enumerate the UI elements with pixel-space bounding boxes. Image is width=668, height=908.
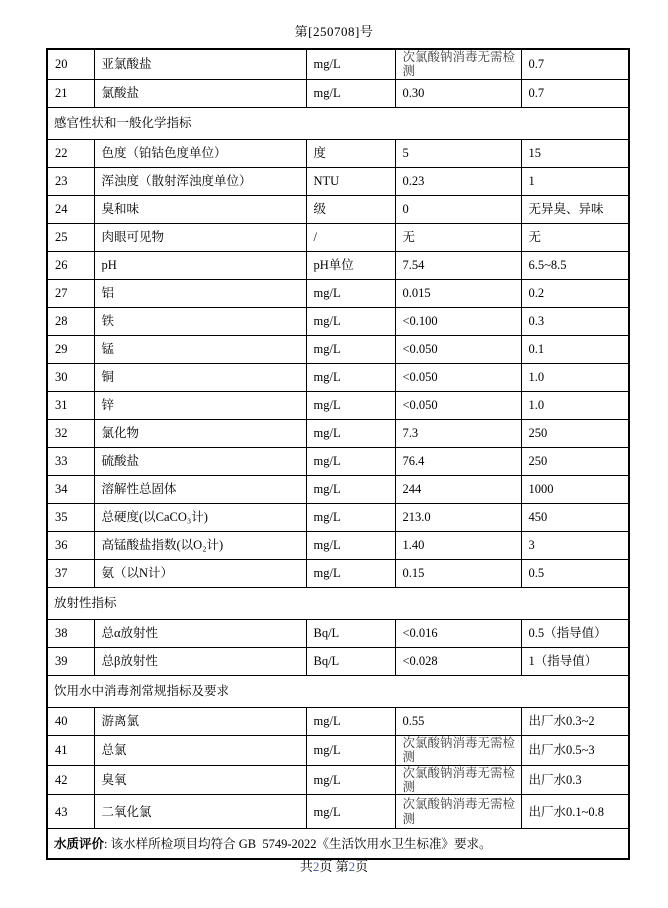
unit-cell: mg/L [306, 475, 395, 503]
table-row [47, 475, 629, 503]
unit-cell: mg/L [306, 531, 395, 559]
limit-value-cell: 15 [521, 139, 629, 167]
unit-cell: mg/L [306, 335, 395, 363]
limit-value-cell: 无异臭、异味 [521, 195, 629, 223]
table-row [47, 795, 629, 829]
evaluation-text: : 该水样所检项目均符合 GB 5749-2022《生活饮用水卫生标准》要求。 [104, 836, 492, 851]
indicator-name-cell: 臭和味 [94, 195, 306, 223]
evaluation-cell [47, 829, 629, 860]
unit-cell: 级 [306, 195, 395, 223]
table-row [47, 735, 629, 765]
measured-value-cell: 次氯酸钠消毒无需检测 [395, 795, 521, 829]
indicator-name-cell: 铁 [94, 307, 306, 335]
measured-value-cell: 0.015 [395, 279, 521, 307]
measured-value-cell: 0 [395, 195, 521, 223]
unit-cell: Bq/L [306, 619, 395, 647]
indicator-name-cell: 亚氯酸盐 [94, 49, 306, 79]
row-number-cell: 21 [47, 79, 94, 107]
limit-value-cell: 450 [521, 503, 629, 531]
row-number-cell: 36 [47, 531, 94, 559]
row-number-cell: 23 [47, 167, 94, 195]
limit-value-cell: 0.2 [521, 279, 629, 307]
limit-value-cell: 1.0 [521, 363, 629, 391]
limit-value-cell: 1000 [521, 475, 629, 503]
row-number-cell: 30 [47, 363, 94, 391]
limit-value-cell: 0.3 [521, 307, 629, 335]
unit-cell: NTU [306, 167, 395, 195]
pagination [0, 856, 668, 875]
evaluation-label: 水质评价 [54, 836, 105, 851]
row-number-cell: 26 [47, 251, 94, 279]
indicator-name-cell: 铝 [94, 279, 306, 307]
limit-value-cell: 6.5~8.5 [521, 251, 629, 279]
limit-value-cell: 0.7 [521, 49, 629, 79]
unit-cell: mg/L [306, 707, 395, 735]
row-number-cell: 37 [47, 559, 94, 587]
table-row [47, 647, 629, 675]
row-number-cell: 39 [47, 647, 94, 675]
report-number: 第[250708]号 [294, 24, 374, 39]
indicator-name-cell: 总β放射性 [94, 647, 306, 675]
limit-value-cell: 1（指导值） [521, 647, 629, 675]
table-row [47, 79, 629, 107]
limit-value-cell: 出厂水0.3~2 [521, 707, 629, 735]
limit-value-cell: 0.7 [521, 79, 629, 107]
indicator-name-cell: 硫酸盐 [94, 447, 306, 475]
table-row [47, 531, 629, 559]
table-row [47, 307, 629, 335]
indicator-name-cell: 肉眼可见物 [94, 223, 306, 251]
limit-value-cell: 0.5（指导值） [521, 619, 629, 647]
measured-value-cell: 次氯酸钠消毒无需检测 [395, 49, 521, 79]
indicator-name-cell: 浑浊度（散射浑浊度单位） [94, 167, 306, 195]
limit-value-cell: 250 [521, 419, 629, 447]
limit-value-cell: 3 [521, 531, 629, 559]
measured-value-cell: 5 [395, 139, 521, 167]
total-pages-number: 2 [312, 859, 320, 874]
unit-cell: / [306, 223, 395, 251]
row-number-cell: 33 [47, 447, 94, 475]
unit-cell: mg/L [306, 447, 395, 475]
section-header: 放射性指标 [47, 587, 629, 619]
limit-value-cell: 250 [521, 447, 629, 475]
indicator-name-cell: 二氧化氯 [94, 795, 306, 829]
section-header-row [47, 107, 629, 139]
limit-value-cell: 出厂水0.3 [521, 765, 629, 795]
measured-value-cell: 0.55 [395, 707, 521, 735]
limit-value-cell: 0.1 [521, 335, 629, 363]
measured-value-cell: <0.100 [395, 307, 521, 335]
measured-value-cell: <0.016 [395, 619, 521, 647]
table-row [47, 251, 629, 279]
row-number-cell: 43 [47, 795, 94, 829]
measured-value-cell: 次氯酸钠消毒无需检测 [395, 735, 521, 765]
table-row [47, 279, 629, 307]
indicator-name-cell: 臭氧 [94, 765, 306, 795]
indicator-name-cell: 总α放射性 [94, 619, 306, 647]
measured-value-cell: 0.15 [395, 559, 521, 587]
measured-value-cell: <0.028 [395, 647, 521, 675]
unit-cell: mg/L [306, 79, 395, 107]
section-header: 饮用水中消毒剂常规指标及要求 [47, 675, 629, 707]
row-number-cell: 28 [47, 307, 94, 335]
measured-value-cell: 7.3 [395, 419, 521, 447]
indicator-name-cell: 锌 [94, 391, 306, 419]
evaluation-row [47, 829, 629, 860]
measured-value-cell: 0.23 [395, 167, 521, 195]
table-row [47, 391, 629, 419]
current-page-number: 2 [348, 859, 356, 874]
indicator-name-cell: pH [94, 251, 306, 279]
table-row [47, 223, 629, 251]
indicator-name-cell: 锰 [94, 335, 306, 363]
indicator-name-cell: 氯酸盐 [94, 79, 306, 107]
measured-value-cell: <0.050 [395, 391, 521, 419]
row-number-cell: 38 [47, 619, 94, 647]
table-row [47, 167, 629, 195]
indicator-name-cell: 游离氯 [94, 707, 306, 735]
row-number-cell: 29 [47, 335, 94, 363]
section-header: 感官性状和一般化学指标 [47, 107, 629, 139]
table-row [47, 559, 629, 587]
unit-cell: mg/L [306, 503, 395, 531]
table-row [47, 765, 629, 795]
measured-value-cell: 213.0 [395, 503, 521, 531]
row-number-cell: 42 [47, 765, 94, 795]
unit-cell: mg/L [306, 363, 395, 391]
measured-value-cell: 7.54 [395, 251, 521, 279]
limit-value-cell: 出厂水0.1~0.8 [521, 795, 629, 829]
limit-value-cell: 1 [521, 167, 629, 195]
measured-value-cell: 次氯酸钠消毒无需检测 [395, 765, 521, 795]
pagination-middle: 页 第 [319, 859, 349, 874]
unit-cell: mg/L [306, 559, 395, 587]
unit-cell: mg/L [306, 49, 395, 79]
indicator-name-cell: 总氯 [94, 735, 306, 765]
section-header-row [47, 675, 629, 707]
table-row [47, 363, 629, 391]
table-row [47, 503, 629, 531]
row-number-cell: 22 [47, 139, 94, 167]
row-number-cell: 27 [47, 279, 94, 307]
measured-value-cell: 1.40 [395, 531, 521, 559]
water-quality-table [46, 48, 630, 860]
table-row [47, 619, 629, 647]
limit-value-cell: 出厂水0.5~3 [521, 735, 629, 765]
unit-cell: pH单位 [306, 251, 395, 279]
measured-value-cell: <0.050 [395, 363, 521, 391]
unit-cell: mg/L [306, 391, 395, 419]
pagination-suffix: 页 [355, 859, 369, 874]
section-header-row [47, 587, 629, 619]
unit-cell: 度 [306, 139, 395, 167]
indicator-name-cell: 氨（以N计） [94, 559, 306, 587]
row-number-cell: 25 [47, 223, 94, 251]
indicator-name-cell: 氯化物 [94, 419, 306, 447]
table-row [47, 419, 629, 447]
unit-cell: mg/L [306, 765, 395, 795]
table-row [47, 139, 629, 167]
row-number-cell: 40 [47, 707, 94, 735]
unit-cell: Bq/L [306, 647, 395, 675]
limit-value-cell: 无 [521, 223, 629, 251]
row-number-cell: 34 [47, 475, 94, 503]
measured-value-cell: <0.050 [395, 335, 521, 363]
measured-value-cell: 76.4 [395, 447, 521, 475]
limit-value-cell: 1.0 [521, 391, 629, 419]
table-row [47, 195, 629, 223]
unit-cell: mg/L [306, 307, 395, 335]
table-row [47, 335, 629, 363]
unit-cell: mg/L [306, 795, 395, 829]
measured-value-cell: 0.30 [395, 79, 521, 107]
row-number-cell: 31 [47, 391, 94, 419]
table-row [47, 447, 629, 475]
indicator-name-cell: 色度（铂钴色度单位） [94, 139, 306, 167]
indicator-name-cell: 溶解性总固体 [94, 475, 306, 503]
unit-cell: mg/L [306, 419, 395, 447]
row-number-cell: 41 [47, 735, 94, 765]
measured-value-cell: 244 [395, 475, 521, 503]
row-number-cell: 24 [47, 195, 94, 223]
indicator-name-cell: 铜 [94, 363, 306, 391]
table-row [47, 707, 629, 735]
unit-cell: mg/L [306, 735, 395, 765]
table-row [47, 49, 629, 79]
pagination-prefix: 共 [299, 859, 313, 874]
row-number-cell: 35 [47, 503, 94, 531]
row-number-cell: 32 [47, 419, 94, 447]
measured-value-cell: 无 [395, 223, 521, 251]
indicator-name-cell: 总硬度(以CaCO₃计) [94, 503, 306, 531]
unit-cell: mg/L [306, 279, 395, 307]
indicator-name-cell: 高锰酸盐指数(以O₂计) [94, 531, 306, 559]
row-number-cell: 20 [47, 49, 94, 79]
limit-value-cell: 0.5 [521, 559, 629, 587]
